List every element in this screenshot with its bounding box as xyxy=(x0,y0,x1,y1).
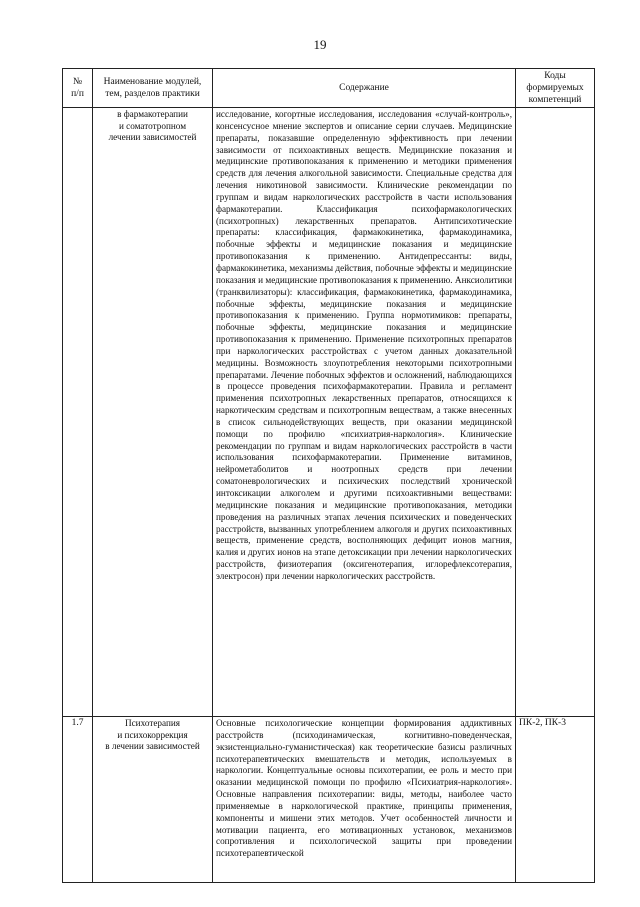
row-num: 1.7 xyxy=(63,717,93,883)
table-row xyxy=(63,108,595,717)
header-content: Содержание xyxy=(213,69,516,108)
header-codes: Коды формируемых компетенций xyxy=(516,69,595,108)
row-content: Основные психологические концепции формирования аддиктивных расстройств (психодинамическая, когнитивно-поведенческая, экзистенциально-гуманистическая) как теоретические базисы различных психотерапевтических вмешательств и методик, используемых в наркологии. Концептуальные основы психотерапии, ее роль и место при оказании медицинской помощи по профилю «Психиатрия-наркология». Основные направления психотерапии: виды, методы, наиболее часто применяемые в наркологической практике, принципы применения, компоненты и мишени этих методов. Учет особенностей личности и мотивации пациента, его мотивационных установок, механизмов сопротивления и психологической защиты при проведении психотерапевтической xyxy=(213,717,516,883)
row-module: в фармакотерапии и соматотропном лечении зависимостей xyxy=(93,108,213,717)
row-num xyxy=(63,108,93,717)
row-codes xyxy=(516,108,595,717)
header-module: Наименование модулей, тем, разделов практики xyxy=(93,69,213,108)
table-row xyxy=(63,717,595,883)
page-number: 19 xyxy=(313,37,327,52)
table-header-row xyxy=(63,69,595,108)
header-num: № п/п xyxy=(63,69,93,108)
row-codes: ПК-2, ПК-3 xyxy=(516,717,595,883)
row-content: исследование, когортные исследования, исследования «случай-контроль», консенсусное мнение экспертов и описание серии случаев. Медицинские препараты, показавшие определенную эффективность при лечении зависимости от психоактивных веществ. Медицинские показания и медицинские противопоказания к применению и методики применения средств для лечения алкогольной зависимости. Специальные средства для лечения никотиновой зависимости. Клинические рекомендации по группам и видам наркологических расстройств в части использования фармакотерапии. Классификация психофармакологических (психотропных) лекарственных препаратов. Антипсихотические препараты: классификация, фармакокинетика, фармакодинамика, побочные эффекты и медицинские показания и медицинские противопоказания к применению. Антидепрессанты: виды, фармакокинетика, механизмы действия, побочные эффекты и медицинские показания и медицинские противопоказания к применению. Анксиолитики (транквилизаторы): классификация, фармакокинетика, фармакодинамика, побочные эффекты, медицинские показания и медицинские противопоказания к применению. Группа нормотимиков: препараты, побочные эффекты, медицинские показания и медицинские противопоказания к применению. Применение психотропных препаратов при наркологических расстройствах с учетом данных доказательной медицины. Возможность злоупотребления некоторыми психотропными препаратами. Лечение побочных эффектов и осложнений, наблюдающихся в процессе проведения психофармакотерапии. Правила и регламент применения психотропных лекарственных препаратов, относящихся к наркотическим средствам и психотропным веществам, а также внесенных в список сильнодействующих веществ, при оказании медицинской помощи по профилю «психиатрия-наркология». Клинические рекомендации по группам и видам наркологических расстройств в части использования психофармакотерапии. Применение витаминов, нейрометаболитов и ноотропных средств при лечении соматоневрологических и психических последствий хронической интоксикации алкоголем и другими психоактивными веществами: медицинские показания и медицинские противопоказания, методики проведения на различных этапах лечения психических и поведенческих расстройств, вызванных употреблением алкоголя и других психоактивных веществ, применение средств, восполняющих дефицит ионов магния, калия и других ионов на этапе детоксикации при лечении наркологических расстройств, физиотерапия (оксигенотерапия, иглорефлексотерапия, электросон) при лечении наркологических расстройств. xyxy=(213,108,516,717)
curriculum-table xyxy=(62,68,595,883)
row-module: Психотерапия и психокоррекция в лечении зависимостей xyxy=(93,717,213,883)
